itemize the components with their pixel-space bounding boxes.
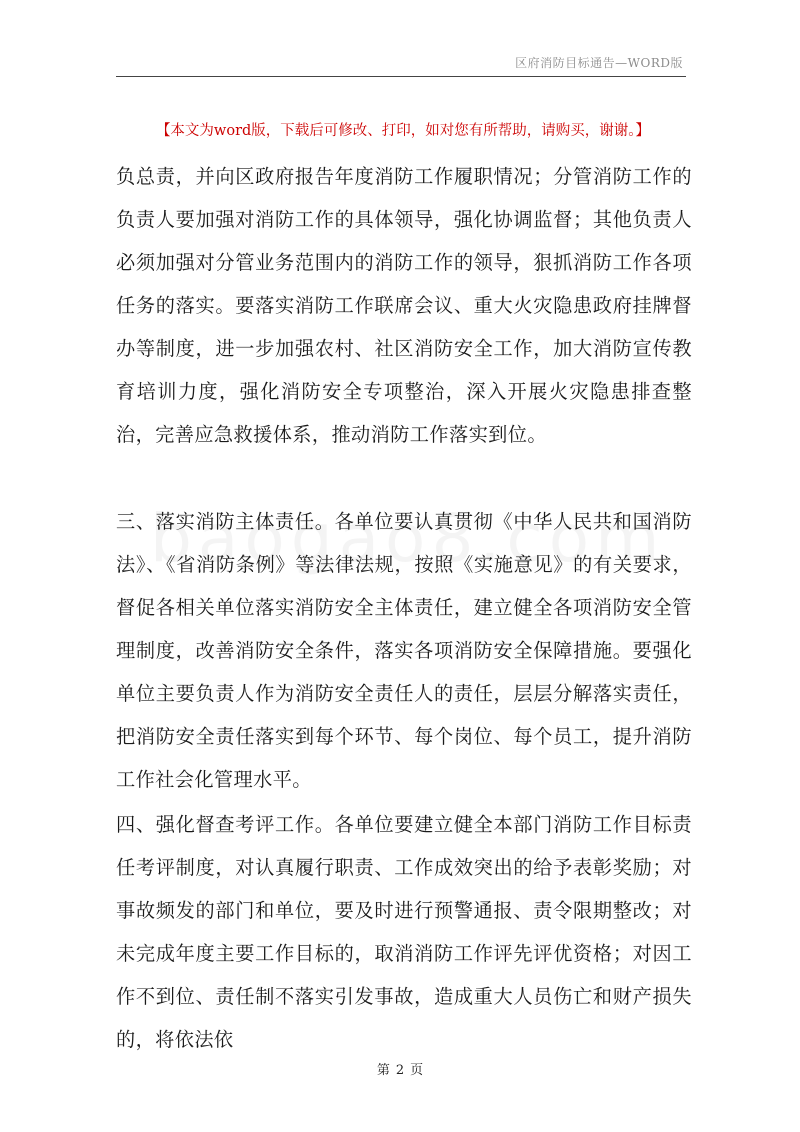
purchase-notice: 【本文为word版，下载后可修改、打印，如对您有所帮助，请购买，谢谢。】 [155,123,651,139]
page-prefix: 第 [376,1063,390,1078]
paragraph-section-four: 四、强化督查考评工作。各单位要建立健全本部门消防工作目标责任考评制度，对认真履行职责、工作成效突出的给予表彰奖励；对事故频发的部门和单位，要及时进行预警通报、责令限期整改；对未完成年度主要工作目标的，取消消防工作评先评优资格；对因工作不到位、责任制不落实引发事故，造成重大人员伤亡和财产损失的，将依法依 [116,813,692,1051]
paragraph-section-three: 三、落实消防主体责任。各单位要认真贯彻《中华人民共和国消防法》、《省消防条例》等法律法规，按照《实施意见》的有关要求，督促各相关单位落实消防安全主体责任，建立健全各项消防安全管理制度，改善消防安全条件，落实各项消防安全保障措施。要强化单位主要负责人作为消防安全责任人的责任，层层分解落实责任，把消防安全责任落实到每个环节、每个岗位、每个员工，提升消防工作社会化管理水平。 [116,510,692,791]
page-number: 2 [395,1063,405,1078]
paragraph-responsibility: 负总责，并向区政府报告年度消防工作履职情况；分管消防工作的负责人要加强对消防工作的具体领导，强化协调监督；其他负责人必须加强对分管业务范围内的消防工作的领导，狠抓消防工作各项任务的落实。要落实消防工作联席会议、重大火灾隐患政府挂牌督办等制度，进一步加强农村、社区消防安全工作，加大消防宣传教育培训力度，强化消防安全专项整治，深入开展火灾隐患排查整治，完善应急救援体系，推动消防工作落实到位。 [116,165,692,446]
page-suffix: 页 [410,1063,424,1078]
page-footer [0,1059,800,1078]
header-divider [116,76,686,77]
header-title: 区府消防目标通告—WORD版 [515,56,683,70]
